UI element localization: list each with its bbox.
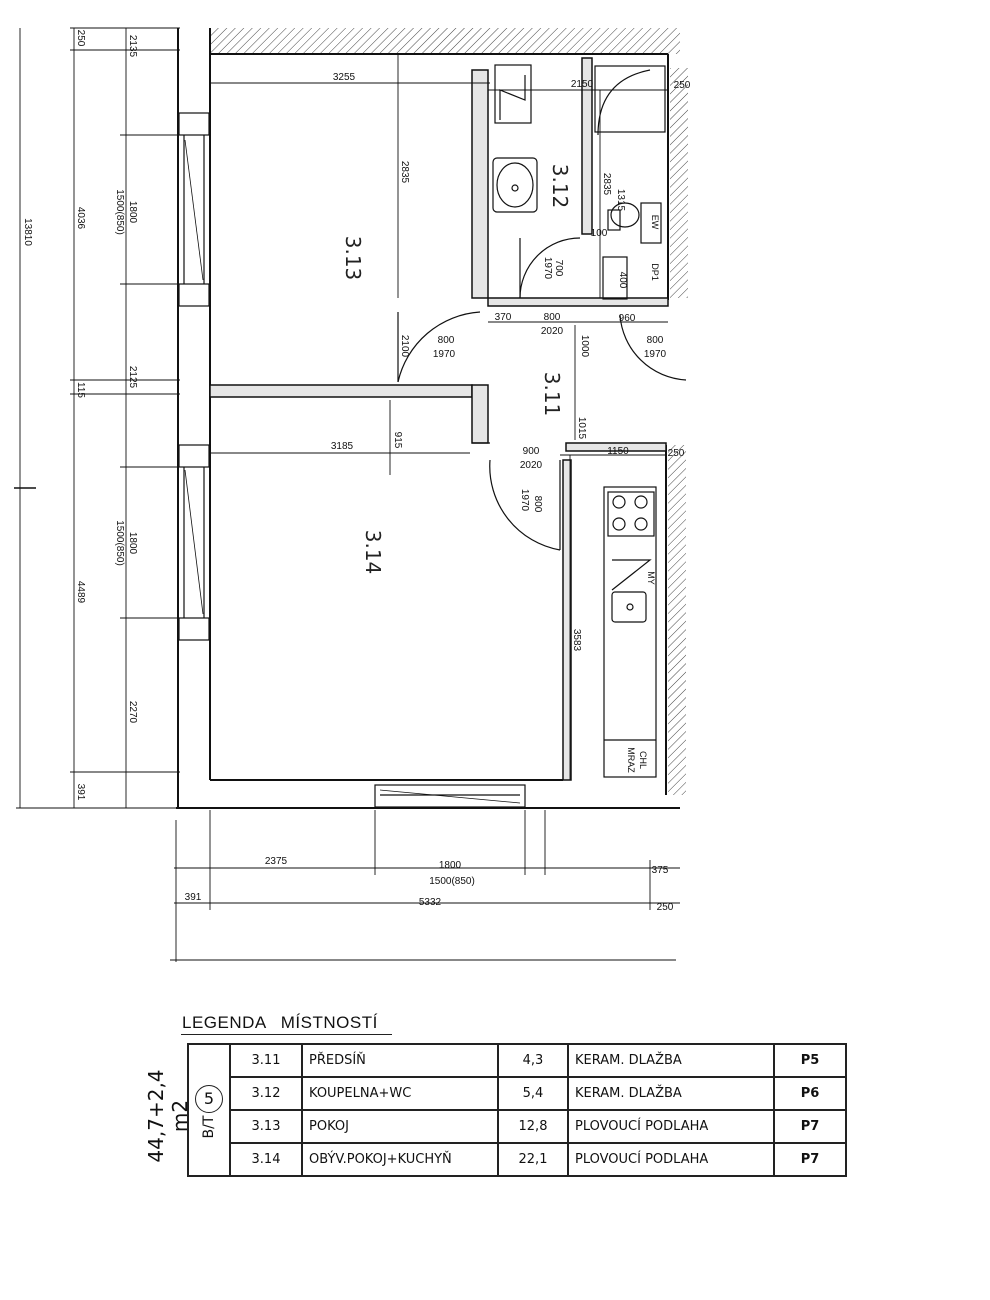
dim-left-outer: 4036 [75, 206, 86, 230]
bottom-window [375, 785, 525, 807]
dim-misc: 1970 [542, 256, 553, 280]
unit-cell [188, 1044, 230, 1176]
left-windows [179, 113, 209, 640]
dim-room-312: 370 [494, 312, 512, 323]
room-name: KOUPELNA+WC [302, 1077, 498, 1110]
dim-bottom: 1500(850) [429, 876, 475, 887]
right-wall-hatch-lower [668, 445, 686, 795]
dim-room-313: 3255 [332, 72, 356, 83]
room-code: P7 [774, 1110, 846, 1143]
room-area: 22,1 [498, 1143, 568, 1176]
dim-room-312: 800 [543, 312, 561, 323]
dim-misc: 250 [673, 80, 691, 91]
room-label-311: 3.11 [540, 371, 564, 417]
room-legend-table [187, 1043, 847, 1177]
table-row [188, 1044, 846, 1077]
dim-room-313: 2835 [399, 160, 410, 184]
dim-bottom: 391 [184, 892, 202, 903]
dim-bottom: 2375 [264, 856, 288, 867]
dim-misc: 700 [553, 259, 564, 277]
dim-left-outer: 2135 [127, 34, 138, 58]
dim-left-inner: 1800 [127, 531, 138, 555]
table-row [188, 1143, 846, 1176]
room-number: 3.11 [230, 1044, 302, 1077]
dim-left-inner: 1800 [127, 200, 138, 224]
dim-left-inner: 2270 [127, 700, 138, 724]
room-area: 5,4 [498, 1077, 568, 1110]
dim-misc: 100 [590, 228, 608, 239]
table-row [188, 1077, 846, 1110]
dim-hall: 1970 [643, 349, 667, 360]
fixture-label-mraz: MRAZ [626, 747, 636, 773]
total-area: 44,7+2,4 m2 [144, 1069, 192, 1163]
table-row [188, 1110, 846, 1143]
dim-bottom: 375 [651, 865, 669, 876]
dim-hall: 1000 [579, 334, 590, 358]
legend-title-a: LEGENDA [182, 1013, 267, 1032]
dim-room-314: 3185 [330, 441, 354, 452]
room-area: 4,3 [498, 1044, 568, 1077]
dim-bottom: 250 [656, 902, 674, 913]
dim-misc: 400 [617, 271, 628, 289]
dim-bottom: 5332 [418, 897, 442, 908]
dim-hall: 960 [618, 313, 636, 324]
dim-hall: 1015 [576, 416, 587, 440]
dim-room-314: 915 [392, 431, 403, 449]
dim-total-height: 13810 [22, 218, 33, 246]
room-code: P7 [774, 1143, 846, 1176]
dim-bottom: 1800 [438, 860, 462, 871]
room-name: OBÝV.POKOJ+KUCHYŇ [302, 1143, 498, 1176]
legend-title-b: MÍSTNOSTÍ [280, 1013, 378, 1032]
room-finish: KERAM. DLAŽBA [568, 1077, 774, 1110]
room-number: 3.13 [230, 1110, 302, 1143]
dim-room-312: 2835 [601, 172, 612, 196]
room-area: 12,8 [498, 1110, 568, 1143]
room-label-314: 3.14 [361, 529, 385, 575]
fixture-label-chl: CHL [638, 750, 648, 770]
dim-left-inner: 1500(850) [114, 520, 125, 566]
room-code: P6 [774, 1077, 846, 1110]
dim-hall: 800 [437, 335, 455, 346]
dim-left-outer: 115 [75, 382, 86, 398]
room-finish: KERAM. DLAŽBA [568, 1044, 774, 1077]
room-finish: PLOVOUCÍ PODLAHA [568, 1143, 774, 1176]
bathroom-fixtures [493, 65, 665, 299]
room-label-312: 3.12 [548, 163, 572, 209]
dim-hall: 250 [667, 448, 685, 459]
room-name: PŘEDSÍŇ [302, 1044, 498, 1077]
dim-room-314: 3583 [571, 628, 582, 652]
kitchen-counter [604, 487, 656, 777]
dim-room-314: 900 [522, 446, 540, 457]
dim-room-312: 2020 [540, 326, 564, 337]
dim-hall: 2100 [399, 334, 410, 358]
dim-left-outer: 250 [75, 29, 86, 47]
room-label-313: 3.13 [341, 235, 365, 281]
dim-room-314: 1970 [519, 488, 530, 512]
dim-hall: 800 [646, 335, 664, 346]
dim-left-inner: 1500(850) [114, 189, 125, 235]
top-wall-hatch [210, 28, 680, 54]
fixture-label-my: MY [646, 571, 656, 585]
dim-left-outer: 4489 [75, 580, 86, 604]
interior-walls [210, 58, 668, 780]
legend-title [181, 1013, 392, 1035]
dim-room-314: 2020 [519, 460, 543, 471]
unit-number: 5 [195, 1085, 223, 1113]
dim-hall: 1150 [607, 446, 629, 457]
room-finish: PLOVOUCÍ PODLAHA [568, 1110, 774, 1143]
room-number: 3.12 [230, 1077, 302, 1110]
fixture-label-ew: EW [650, 214, 660, 230]
room-number: 3.14 [230, 1143, 302, 1176]
room-code: P5 [774, 1044, 846, 1077]
unit-type: B/T [201, 1115, 217, 1139]
dim-room-312: 2150 [570, 79, 594, 90]
dim-hall: 1970 [432, 349, 456, 360]
dim-room-314: 800 [532, 495, 543, 513]
dim-left-outer: 2125 [127, 365, 138, 389]
room-name: POKOJ [302, 1110, 498, 1143]
dim-room-312: 1315 [615, 188, 626, 212]
dimension-lines [14, 28, 680, 962]
fixture-label-dp: DP1 [650, 263, 660, 281]
right-wall-hatch [670, 68, 688, 298]
dim-left-outer: 391 [75, 783, 86, 801]
